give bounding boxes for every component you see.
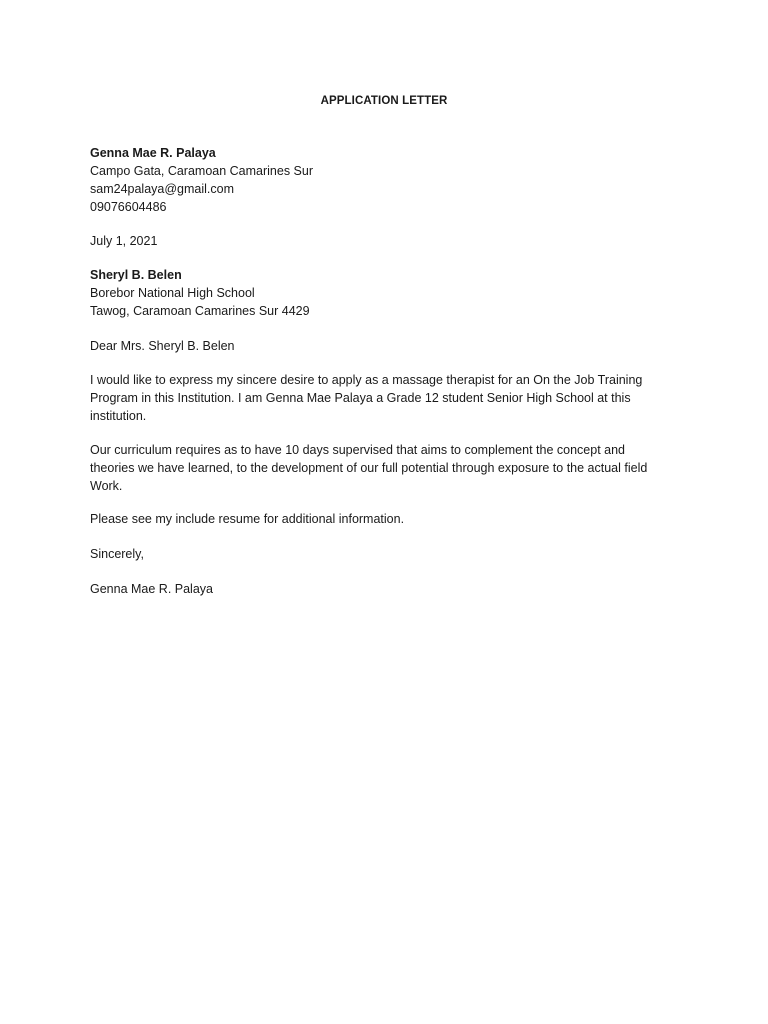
- paragraph-line: I would like to express my sincere desire to apply as a massage therapist for an On the Job Training: [90, 373, 643, 387]
- recipient-name: Sheryl B. Belen: [90, 268, 182, 282]
- paragraph-line: Our curriculum requires as to have 10 days supervised that aims to complement the concept and: [90, 443, 625, 457]
- salutation-block: [90, 337, 650, 355]
- paragraph-line: Program in this Institution. I am Genna Mae Palaya a Grade 12 student Senior High School at this: [90, 391, 631, 405]
- paragraph-line: institution.: [90, 409, 147, 423]
- letter-date: July 1, 2021: [90, 234, 158, 248]
- closing: Sincerely,: [90, 547, 144, 561]
- sender-email: sam24palaya@gmail.com: [90, 182, 235, 196]
- recipient-address: Tawog, Caramoan Camarines Sur 4429: [90, 304, 310, 318]
- sender-name: Genna Mae R. Palaya: [90, 146, 216, 160]
- paragraph-line: Work.: [90, 479, 123, 493]
- date-block: [90, 232, 650, 250]
- paragraph-line: Please see my include resume for additional information.: [90, 512, 405, 526]
- letter-title: APPLICATION LETTER: [320, 95, 448, 107]
- paragraph-3: [90, 510, 650, 528]
- signature-name: Genna Mae R. Palaya: [90, 582, 213, 596]
- sender-block: [90, 144, 650, 216]
- paragraph-line: theories we have learned, to the development of our full potential through exposure to the actual field: [90, 461, 648, 475]
- paragraph-2: [90, 441, 650, 495]
- salutation: Dear Mrs. Sheryl B. Belen: [90, 339, 235, 353]
- closing-block: [90, 545, 650, 563]
- recipient-block: [90, 266, 650, 320]
- sender-address: Campo Gata, Caramoan Camarines Sur: [90, 164, 314, 178]
- signature-block: [90, 580, 650, 598]
- paragraph-1: [90, 371, 650, 425]
- recipient-school: Borebor National High School: [90, 286, 255, 300]
- sender-phone: 09076604486: [90, 200, 167, 214]
